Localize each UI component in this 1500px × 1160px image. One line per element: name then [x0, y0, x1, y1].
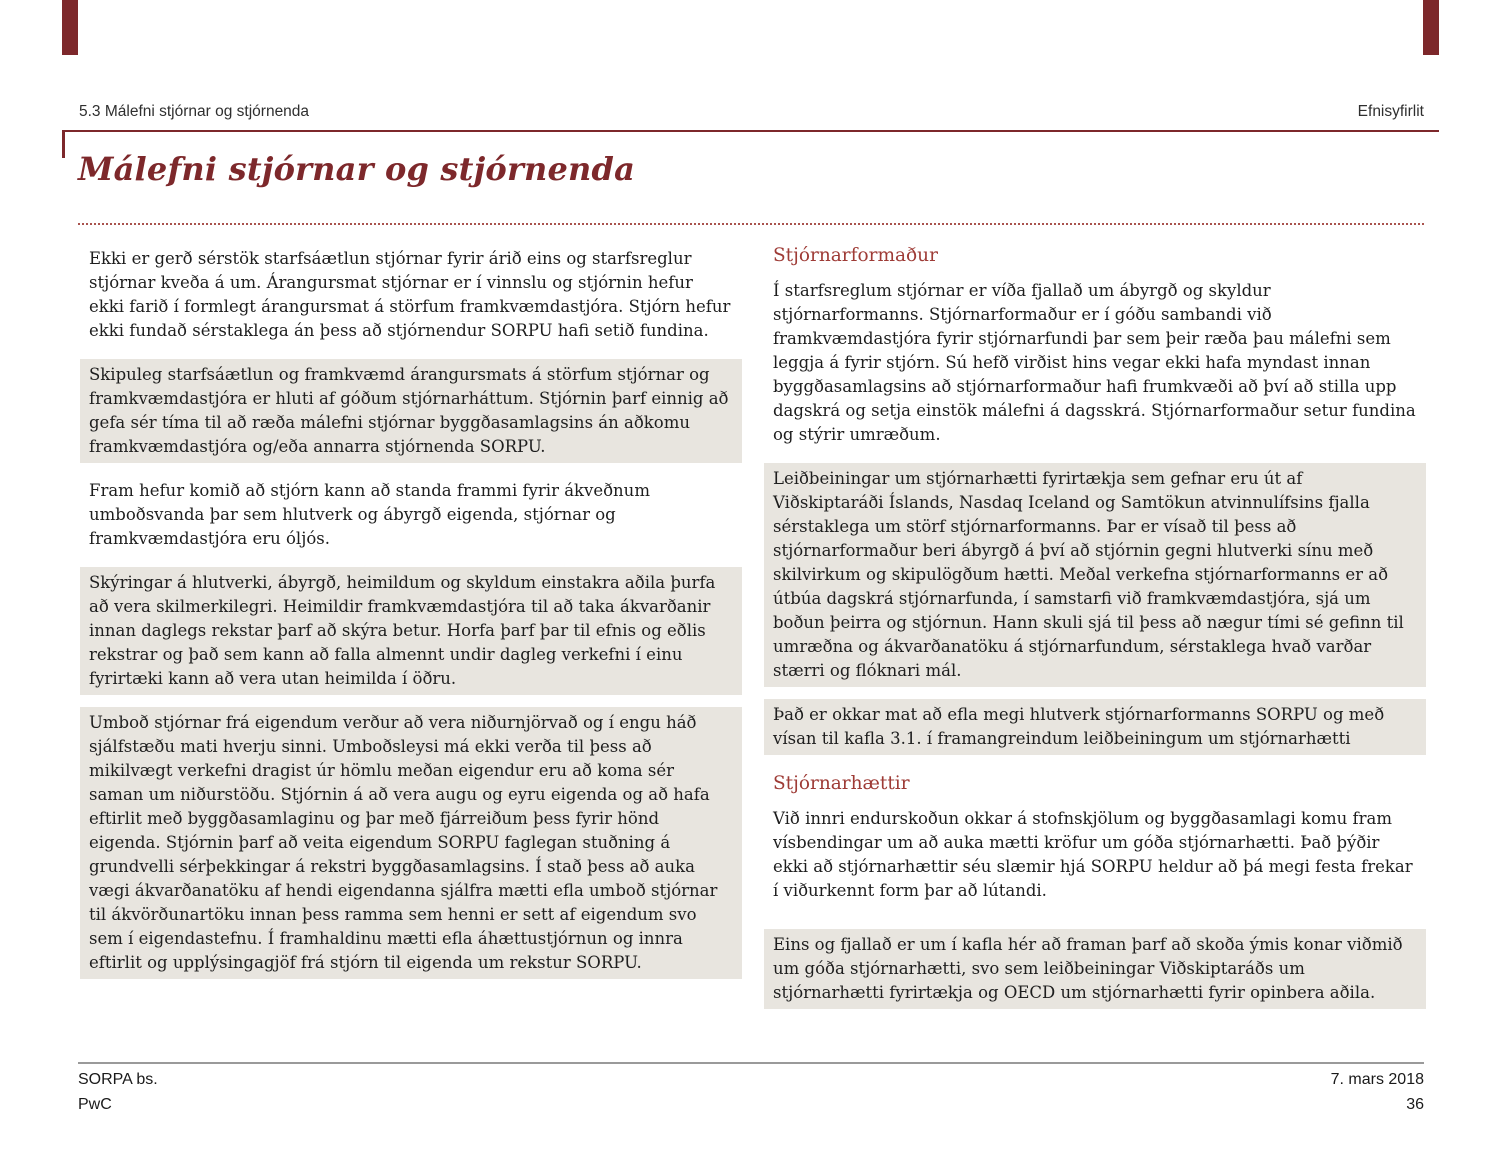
subheading-stjornarformadur: Stjórnarformaður	[773, 245, 938, 266]
header-rule	[62, 130, 1439, 132]
highlighted-paragraph: Leiðbeiningar um stjórnarhætti fyrirtækja sem gefnar eru út af Viðskiptaráði Íslands, Nasdaq Iceland og Samtökun atvinnulífsins fjalla sérstaklega um störf stjórnarformanns. Þar er vísað til þess að stjórnarformaður beri ábyrgð á því að stjórnin gegni hlutverki sínu með skilvirkum og skipulögðum hætti. Meðal verkefna stjórnarformanns er að útbúa dagskrá stjórnarfunda, í samstarfi við framkvæmdastjóra, sjá um boðun þeirra og stjórnun. Hann skuli sjá til þess að nægur tími sé gefinn til umræðna og ákvarðanatöku á stjórnarfundum, sérstaklega hvað varðar stærri og flóknari mál.	[764, 463, 1426, 687]
highlighted-paragraph: Skýringar á hlutverki, ábyrgð, heimildum og skyldum einstakra aðila þurfa að vera skilmerkilegri. Heimildir framkvæmdastjóra til að taka ákvarðanir innan daglegs rekstar þarf að skýra betur. Horfa þarf þar til efnis og eðlis rekstrar og það sem kann að falla almennt undir dagleg verkefni í einu fyrirtæki kann að vera utan heimilda í öðru.	[80, 567, 742, 695]
highlighted-paragraph: Það er okkar mat að efla megi hlutverk stjórnarformanns SORPU og með vísan til kafla 3.1. í framangreindum leiðbeiningum um stjórnarhætti	[764, 699, 1426, 755]
footer-date: 7. mars 2018	[1330, 1071, 1424, 1088]
page-title: Málefni stjórnar og stjórnenda	[78, 150, 636, 188]
toc-link[interactable]: Efnisyfirlit	[1357, 103, 1424, 120]
paragraph: Ekki er gerð sérstök starfsáætlun stjórnar fyrir árið eins og starfsreglur stjórnar kveða á um. Árangursmat stjórnar er í vinnslu og stjórnin hefur ekki farið í formlegt árangursmat á störfum framkvæmdastjóra. Stjórn hefur ekki fundað sérstaklega án þess að stjórnendur SORPU hafi setið fundina.	[89, 249, 731, 340]
right-accent-bar	[1423, 0, 1439, 55]
footer-rule	[78, 1062, 1424, 1064]
highlighted-paragraph: Eins og fjallað er um í kafla hér að framan þarf að skoða ýmis konar viðmið um góða stjórnarhætti, svo sem leiðbeiningar Viðskiptaráðs um stjórnarhætti fyrirtækja og OECD um stjórnarhætti fyrir opinbera aðila.	[764, 929, 1426, 1009]
highlighted-paragraph: Umboð stjórnar frá eigendum verður að vera niðurnjörvað og í engu háð sjálfstæðu mati hverju sinni. Umboðsleysi má ekki verða til þess að mikilvægt verkefni dragist úr hömlu meðan eigendur eru að koma sér saman um niðurstöðu. Stjórnin á að vera augu og eyru eigenda og að hafa eftirlit með byggðasamlaginu og þar með fjárreiðum þess fyrir hönd eigenda. Stjórnin þarf að veita eigendum SORPU faglegan stuðning á grundvelli sérþekkingar á rekstri byggðasamlagsins. Í stað þess að auka vægi ákvarðanatöku af hendi eigendanna sjálfra mætti efla umboð stjórnar til ákvörðunartöku innan þess ramma sem henni er sett af eigendum svo sem í eigendastefnu. Í framhaldinu mætti efla áhættustjórnun og innra eftirlit og upplýsingagjöf frá stjórn til eigenda um rekstur SORPU.	[80, 707, 742, 979]
footer-company: SORPA bs.	[78, 1071, 158, 1088]
paragraph: Fram hefur komið að stjórn kann að standa frammi fyrir ákveðnum umboðsvanda þar sem hlutverk og ábyrgð eigenda, stjórnar og framkvæmdastjóra eru óljós.	[89, 481, 650, 548]
footer-page-number: 36	[1406, 1096, 1424, 1113]
right-column	[764, 243, 1426, 1021]
left-accent-bar	[62, 0, 78, 55]
subheading-stjornarhaettir: Stjórnarhættir	[773, 773, 910, 794]
header-rule-tick	[62, 130, 65, 158]
page-footer	[78, 1071, 1424, 1121]
paragraph: Í starfsreglum stjórnar er víða fjallað um ábyrgð og skyldur stjórnarformanns. Stjórnarformaður er í góðu sambandi við framkvæmdastjóra fyrir stjórnarfundi þar sem þeir ræða þau málefni sem leggja á fyrir stjórn. Sú hefð virðist hins vegar ekki hafa myndast innan byggðasamlagsins að stjórnarformaður hafi frumkvæði að því að stilla upp dagskrá og setja einstök málefni á dagsskrá. Stjórnarformaður setur fundina og stýrir umræðum.	[773, 281, 1416, 444]
left-column	[80, 243, 742, 1021]
running-header	[79, 103, 1424, 121]
footer-brand: PwC	[78, 1096, 112, 1113]
title-dotted-rule	[78, 223, 1424, 225]
body-content	[80, 243, 1426, 1021]
highlighted-paragraph: Skipuleg starfsáætlun og framkvæmd árangursmats á störfum stjórnar og framkvæmdastjóra er hluti af góðum stjórnarháttum. Stjórnin þarf einnig að gefa sér tíma til að ræða málefni stjórnar byggðasamlagsins án aðkomu framkvæmdastjóra og/eða annarra stjórnenda SORPU.	[80, 359, 742, 463]
paragraph: Við innri endurskoðun okkar á stofnskjölum og byggðasamlagi komu fram vísbendingar um að auka mætti kröfur um góða stjórnarhætti. Það þýðir ekki að stjórnarhættir séu slæmir hjá SORPU heldur að þá megi festa frekar í viðurkennt form þar að lútandi.	[773, 809, 1413, 900]
section-label: 5.3 Málefni stjórnar og stjórnenda	[79, 103, 310, 120]
